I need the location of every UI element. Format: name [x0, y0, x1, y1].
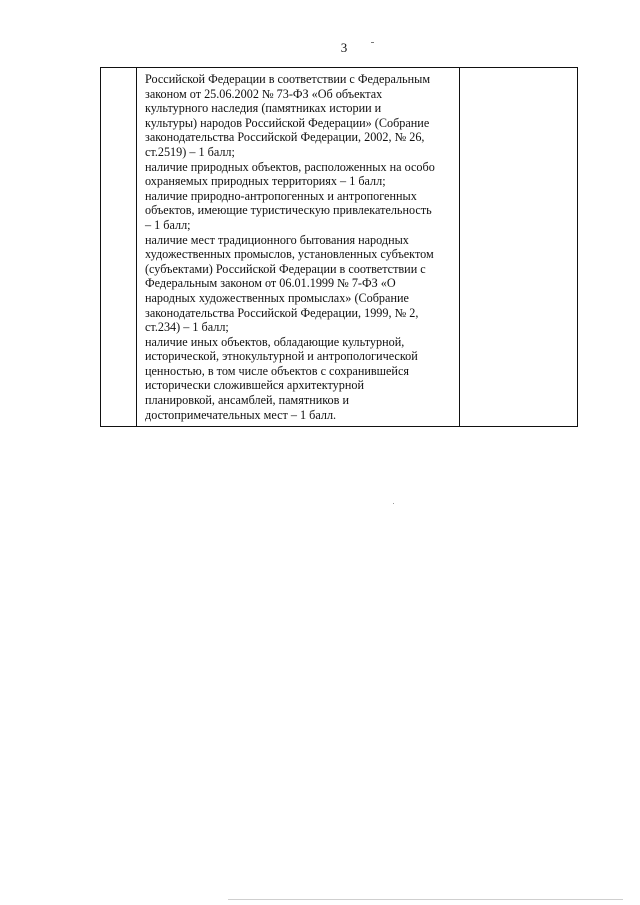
- page-number: 3: [340, 40, 348, 55]
- scan-edge-line: [228, 899, 623, 900]
- scan-speck: [371, 42, 374, 43]
- text-line: планировкой, ансамблей, памятников и: [145, 393, 349, 408]
- text-line: (субъектами) Российской Федерации в соответствии с: [145, 261, 426, 276]
- text-line: исторической, этнокультурной и антропологической: [145, 349, 418, 364]
- text-line: Федеральным законом от 06.01.1999 № 7-ФЗ «О: [145, 276, 396, 291]
- text-line: наличие природных объектов, расположенных на особо: [145, 159, 435, 174]
- text-line: охраняемых природных территориях – 1 балл;: [145, 174, 386, 189]
- text-line: Российской Федерации в соответствии с Федеральным: [145, 72, 431, 86]
- table-cell-left-empty: [101, 68, 137, 426]
- text-line: достопримечательных мест – 1 балл.: [145, 407, 337, 422]
- text-line: ценностью, в том числе объектов с сохранившейся: [145, 363, 409, 378]
- text-line: культурного наследия (памятниках истории и: [145, 101, 382, 116]
- text-line: – 1 балл;: [145, 217, 191, 232]
- text-line: наличие иных объектов, обладающие культурной,: [145, 334, 405, 349]
- text-line: художественных промыслов, установленных субъектом: [145, 247, 434, 262]
- text-line: наличие мест традиционного бытования народных: [145, 232, 409, 247]
- text-line: исторически сложившейся архитектурной: [145, 378, 365, 393]
- text-line: культуры) народов Российской Федерации» (Собрание: [145, 115, 430, 130]
- text-line: законодательства Российской Федерации, 2002, № 26,: [145, 130, 425, 145]
- text-line: объектов, имеющие туристическую привлекательность: [145, 203, 432, 218]
- text-line: народных художественных промыслах» (Собрание: [145, 290, 409, 305]
- criteria-table: [100, 67, 578, 427]
- text-line: ст.2519) – 1 балл;: [145, 144, 235, 159]
- table-cell-criteria-text: [137, 68, 460, 426]
- text-line: наличие природно-антропогенных и антропогенных: [145, 188, 417, 203]
- scan-speck: [393, 503, 394, 504]
- text-line: законом от 25.06.2002 № 73-ФЗ «Об объектах: [145, 86, 383, 101]
- text-line: законодательства Российской Федерации, 1999, № 2,: [145, 305, 419, 320]
- table-cell-right-empty: [460, 68, 577, 426]
- text-line: ст.234) – 1 балл;: [145, 320, 229, 335]
